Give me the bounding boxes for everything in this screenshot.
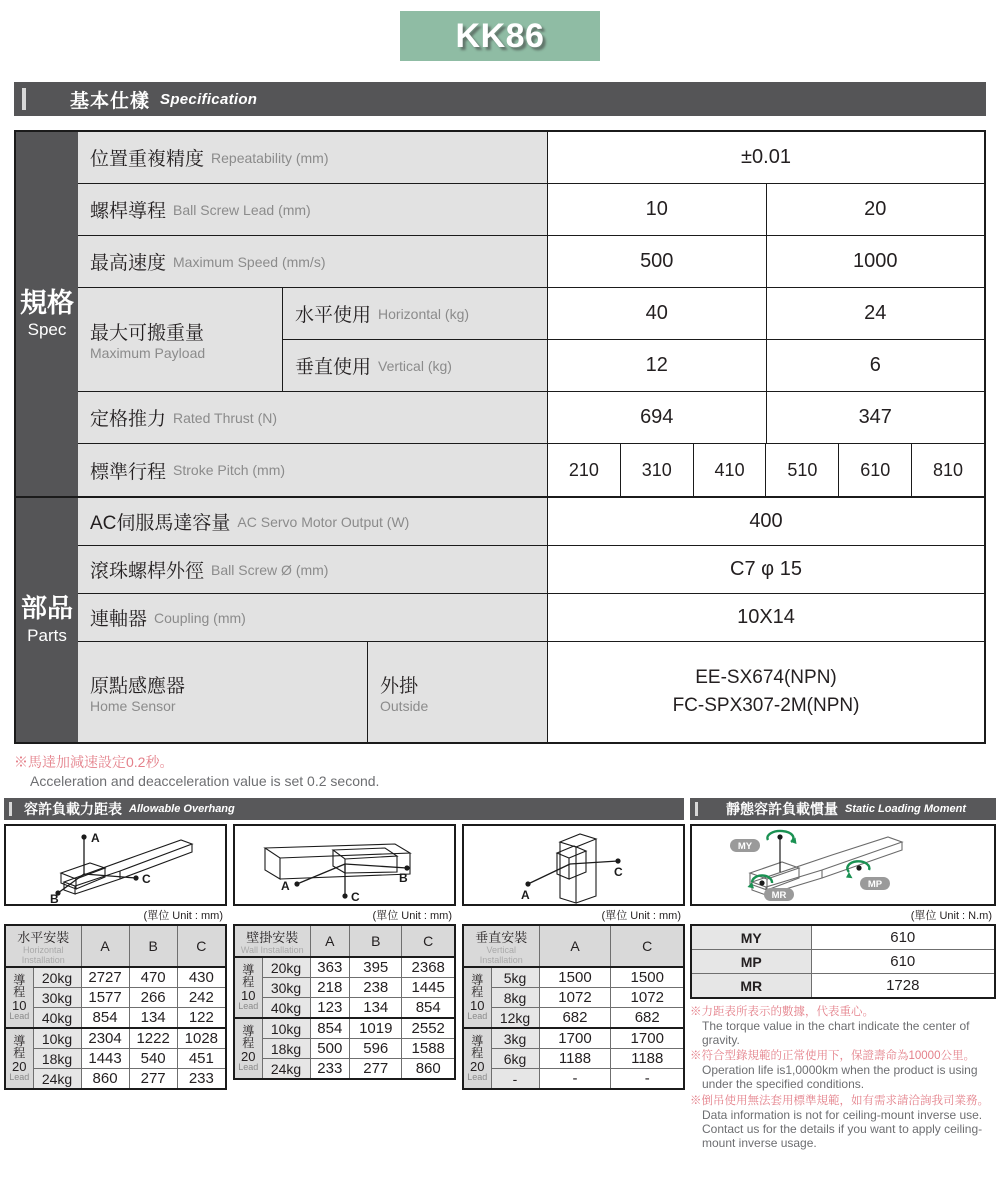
mp-label-pill (860, 877, 890, 890)
footnote-2-en: Operation life is1,0000km when the product is using under the specified conditions. (702, 1063, 978, 1092)
lead-num: 20 (470, 1058, 485, 1074)
load-cell: 20kg (262, 957, 310, 978)
load-cell: 10kg (33, 1028, 81, 1049)
moment-header-en: Static Loading Moment (845, 803, 966, 815)
lead-num: 20 (12, 1058, 27, 1074)
lead-en: Lead (238, 1000, 259, 1011)
lead-values (548, 184, 984, 235)
repeatability-values (548, 132, 984, 183)
footnote-3-cn: ※倒吊使用無法套用標準規範，如有需求請洽詢我司業務。 (690, 1094, 989, 1107)
sensor-label (78, 642, 368, 742)
horizontal-rail-diagram (6, 826, 225, 904)
parts-rail-cn: 部品 (20, 593, 73, 624)
speed-value-1: 500 (548, 236, 767, 287)
row-ball-screw-lead (78, 184, 984, 236)
vertical-label-a: A (521, 888, 530, 902)
value-cell: 1500 (611, 967, 684, 988)
table-row (691, 950, 995, 974)
sensor-values (548, 642, 984, 742)
payload-horizontal-label (283, 288, 548, 339)
footnote-2-cn: ※符合型錄規範的正常使用下，保證壽命為10000公里。 (690, 1050, 975, 1063)
table-row (5, 1069, 226, 1090)
spec-rail-en: Spec (27, 320, 67, 340)
load-cell: 24kg (33, 1069, 81, 1090)
value-cell: 1222 (129, 1028, 177, 1049)
moment-diagram-box (690, 824, 996, 906)
lead-cn1: 導 (13, 1034, 26, 1049)
value-cell: 2727 (81, 967, 129, 988)
repeatability-label (78, 132, 548, 183)
stroke-value: 210 (548, 444, 621, 496)
value-cell: 266 (129, 988, 177, 1008)
stroke-values (548, 444, 984, 496)
value-cell: 854 (402, 998, 455, 1019)
lead-label (78, 184, 548, 235)
my-label-pill (730, 839, 760, 852)
lead-group-20 (5, 1028, 33, 1089)
load-cell: - (491, 1069, 539, 1090)
thrust-label-cn: 定格推力 (90, 409, 167, 430)
lead-cn2: 程 (242, 1036, 255, 1051)
col-a: A (310, 925, 350, 957)
value-cell: 1445 (402, 978, 455, 998)
repeatability-label-cn: 位置重複精度 (90, 149, 205, 170)
row-ball-screw-diameter (78, 546, 984, 594)
repeatability-label-en: Repeatability (mm) (211, 149, 329, 166)
svg-text:MR: MR (771, 890, 787, 901)
spec-rail-cn: 規格 (20, 287, 74, 318)
payload-label (78, 288, 283, 391)
value-cell: 1700 (539, 1028, 611, 1049)
table-row (5, 988, 226, 1008)
lead-cn2: 程 (471, 1046, 484, 1061)
horizontal-label-c: C (142, 872, 151, 886)
value-cell: 1028 (177, 1028, 226, 1049)
moment-key: MR (691, 974, 811, 999)
value-cell: 1500 (539, 967, 611, 988)
table-header-row (234, 925, 455, 957)
model-title: KK86 (455, 16, 545, 55)
payload-subrows (283, 288, 984, 391)
lead-cn1: 導 (13, 973, 26, 988)
stroke-value: 410 (694, 444, 767, 496)
parts-group-rows (78, 498, 984, 742)
moment-key: MY (691, 925, 811, 950)
motor-label-cn: AC伺服馬達容量 (90, 513, 231, 534)
lead-en: Lead (467, 1071, 488, 1082)
footnote-1-en: The torque value in the chart indicate the center of gravity. (702, 1019, 970, 1048)
wall-cell (233, 824, 456, 1090)
value-cell: 1019 (350, 1018, 402, 1039)
moment-header-cn: 靜態容許負載慣量 (726, 801, 838, 817)
sensor-type-en: Outside (380, 697, 429, 714)
table-row (5, 1008, 226, 1029)
lead-num: 10 (241, 987, 256, 1003)
value-cell: 500 (310, 1039, 350, 1059)
payload-vertical-label (283, 340, 548, 391)
horizontal-label-a: A (91, 831, 100, 845)
model-badge (400, 11, 600, 61)
value-cell: 363 (310, 957, 350, 978)
row-motor-output (78, 498, 984, 546)
thrust-values (548, 392, 984, 443)
value-cell: 238 (350, 978, 402, 998)
col-c: C (177, 925, 226, 967)
value-cell: 134 (350, 998, 402, 1019)
coupling-values (548, 594, 984, 641)
sensor-value-2: FC-SPX307-2M(NPN) (672, 695, 860, 716)
value-cell: 540 (129, 1049, 177, 1069)
motor-value: 400 (749, 510, 783, 532)
value-cell: 1700 (611, 1028, 684, 1049)
speed-label-cn: 最高速度 (90, 253, 167, 274)
load-cell: 40kg (262, 998, 310, 1019)
load-cell: 5kg (491, 967, 539, 988)
ballscrew-value: C7 φ 15 (730, 558, 802, 580)
acceleration-note (14, 752, 986, 789)
payload-vertical-en: Vertical (kg) (378, 357, 452, 374)
acceleration-note-cn: ※馬達加減速設定0.2秒。 (14, 754, 174, 770)
wall-title-cn: 壁掛安裝 (246, 930, 299, 945)
value-cell: - (539, 1069, 611, 1090)
coupling-label (78, 594, 548, 641)
value-cell: 134 (129, 1008, 177, 1029)
value-cell: 470 (129, 967, 177, 988)
static-moment-header (690, 798, 996, 820)
wall-title-en: Wall Installation (240, 945, 304, 955)
table-row (5, 1049, 226, 1069)
specification-header-en: Specification (160, 90, 258, 108)
lead-group-20 (463, 1028, 491, 1089)
table-row (463, 1008, 684, 1029)
load-cell: 40kg (33, 1008, 81, 1029)
value-cell: 233 (310, 1059, 350, 1080)
load-cell: 30kg (33, 988, 81, 1008)
row-coupling (78, 594, 984, 642)
value-cell: 2304 (81, 1028, 129, 1049)
vertical-label-c: C (614, 865, 623, 879)
vertical-rail-diagram (464, 826, 683, 904)
horizontal-title-en: Horizontal Installation (21, 945, 65, 965)
svg-text:MP: MP (867, 879, 883, 890)
load-cell: 10kg (262, 1018, 310, 1039)
vertical-diagram-box (462, 824, 685, 906)
value-cell: 860 (402, 1059, 455, 1080)
lead-num: 10 (470, 997, 485, 1013)
value-cell: 1443 (81, 1049, 129, 1069)
col-b: B (350, 925, 402, 957)
payload-horizontal-values (548, 288, 984, 339)
table-row (234, 1039, 455, 1059)
load-cell: 18kg (262, 1039, 310, 1059)
vertical-overhang-table (462, 924, 685, 1090)
sensor-value-1: EE-SX674(NPN) (695, 666, 837, 688)
vertical-cell (462, 824, 685, 1090)
value-cell: 123 (310, 998, 350, 1019)
acceleration-note-en: Acceleration and deacceleration value is set 0.2 second. (30, 773, 380, 789)
wall-rail-diagram (235, 826, 454, 904)
thrust-value-1: 694 (548, 392, 767, 443)
sensor-type-cn: 外掛 (380, 675, 419, 697)
lead-cn2: 程 (471, 985, 484, 1000)
value-cell: 682 (539, 1008, 611, 1029)
stroke-value: 810 (933, 459, 964, 480)
footnotes (690, 1003, 996, 1150)
ballscrew-label-cn: 滾珠螺桿外徑 (90, 561, 205, 582)
speed-value-2: 1000 (853, 250, 898, 272)
table-row (463, 1028, 684, 1049)
lead-num: 20 (241, 1048, 256, 1064)
lead-value-1: 10 (548, 184, 767, 235)
horizontal-title-cn: 水平安裝 (17, 930, 70, 945)
lead-en: Lead (9, 1071, 30, 1082)
ballscrew-values (548, 546, 984, 593)
value-cell: 1588 (402, 1039, 455, 1059)
value-cell: 1072 (539, 988, 611, 1008)
moment-value: 610 (811, 925, 995, 950)
coupling-value: 10X14 (737, 606, 795, 628)
overhang-header-cn: 容許負載力距表 (24, 801, 122, 817)
load-cell: 18kg (33, 1049, 81, 1069)
value-cell: - (611, 1069, 684, 1090)
stroke-label-en: Stroke Pitch (mm) (173, 462, 286, 478)
thrust-label-en: Rated Thrust (N) (173, 409, 278, 426)
sensor-type-label (368, 642, 548, 742)
footnote-1-cn: ※力距表所表示的數據，代表重心。 (690, 1006, 874, 1018)
coupling-label-en: Coupling (mm) (154, 609, 246, 626)
horizontal-label-b: B (50, 892, 59, 904)
col-c: C (611, 925, 684, 967)
moment-rail-diagram (692, 826, 992, 904)
table-header-row (463, 925, 684, 967)
overhang-diagrams (4, 824, 684, 1090)
wall-unit: (單位 Unit : mm) (372, 910, 452, 922)
payload-vertical-values (548, 340, 984, 391)
wall-diagram-box (233, 824, 456, 906)
lead-label-cn: 螺桿導程 (90, 201, 167, 222)
parts-rail-en: Parts (27, 625, 67, 645)
motor-label-en: AC Servo Motor Output (W) (237, 513, 410, 530)
speed-values (548, 236, 984, 287)
table-row (463, 967, 684, 988)
row-maximum-speed (78, 236, 984, 288)
lead-label-en: Ball Screw Lead (mm) (173, 201, 311, 218)
lead-en: Lead (238, 1061, 259, 1072)
table-row (234, 957, 455, 978)
lead-cn1: 導 (242, 1024, 255, 1039)
value-cell: 1577 (81, 988, 129, 1008)
payload-label-en: Maximum Payload (90, 345, 206, 361)
repeatability-value: ±0.01 (741, 146, 791, 168)
speed-label-en: Maximum Speed (mm/s) (173, 253, 326, 270)
value-cell: 218 (310, 978, 350, 998)
table-row (5, 967, 226, 988)
load-cell: 30kg (262, 978, 310, 998)
table-row (463, 1069, 684, 1090)
specification-table (14, 130, 986, 744)
stroke-value: 610 (839, 444, 912, 496)
allowable-overhang-section (4, 798, 684, 1150)
value-cell: 430 (177, 967, 226, 988)
payload-block (78, 288, 984, 391)
load-cell: 20kg (33, 967, 81, 988)
value-cell: 682 (611, 1008, 684, 1029)
payload-label-cn: 最大可搬重量 (90, 323, 205, 344)
table-row (234, 998, 455, 1019)
value-cell: 2368 (402, 957, 455, 978)
vertical-title-cell (463, 925, 539, 967)
value-cell: 854 (310, 1018, 350, 1039)
moment-unit: (單位 Unit : N.m) (910, 910, 992, 922)
table-row (463, 1049, 684, 1069)
row-repeatability (78, 132, 984, 184)
wall-title-cell (234, 925, 310, 957)
load-cell: 24kg (262, 1059, 310, 1080)
bottom-section (4, 798, 996, 1150)
footnote-3-en: Data information is not for ceiling-mount inverse use. Contact us for the details if you want to apply ceiling-mount inverse usage. (702, 1107, 983, 1150)
value-cell: 596 (350, 1039, 402, 1059)
value-cell: 122 (177, 1008, 226, 1029)
lead-group-10 (463, 967, 491, 1028)
table-row (691, 974, 995, 999)
stroke-value: 310 (621, 444, 694, 496)
payload-horizontal-v1: 40 (548, 288, 767, 339)
speed-label (78, 236, 548, 287)
horizontal-diagram-box (4, 824, 227, 906)
lead-group-20 (234, 1018, 262, 1079)
spec-group-rail (16, 132, 78, 496)
payload-horizontal-cn: 水平使用 (295, 305, 372, 326)
value-cell: 277 (129, 1069, 177, 1090)
value-cell: 395 (350, 957, 402, 978)
lead-cn1: 導 (242, 963, 255, 978)
value-cell: 451 (177, 1049, 226, 1069)
payload-horizontal-en: Horizontal (kg) (378, 305, 470, 322)
horizontal-unit: (單位 Unit : mm) (143, 910, 223, 922)
allowable-overhang-header (4, 798, 684, 820)
sensor-label-en: Home Sensor (90, 697, 176, 714)
payload-horizontal-v2: 24 (864, 302, 887, 324)
payload-vertical-v1: 12 (548, 340, 767, 391)
specification-header (14, 82, 986, 116)
table-header-row (5, 925, 226, 967)
payload-horizontal-row (283, 288, 984, 340)
motor-label (78, 498, 548, 545)
load-cell: 8kg (491, 988, 539, 1008)
moment-value: 610 (811, 950, 995, 974)
load-cell: 6kg (491, 1049, 539, 1069)
col-a: A (539, 925, 611, 967)
lead-num: 10 (12, 997, 27, 1013)
wall-overhang-table (233, 924, 456, 1080)
payload-vertical-cn: 垂直使用 (295, 357, 372, 378)
wall-label-b: B (399, 871, 408, 885)
horizontal-title-cell (5, 925, 81, 967)
lead-cn2: 程 (13, 1046, 26, 1061)
coupling-label-cn: 連軸器 (90, 609, 148, 630)
lead-cn1: 導 (471, 973, 484, 988)
moment-value: 1728 (811, 974, 995, 999)
lead-value-2: 20 (864, 198, 887, 220)
spec-group-rows (78, 132, 984, 496)
value-cell: 242 (177, 988, 226, 1008)
wall-label-a: A (281, 879, 290, 893)
lead-en: Lead (9, 1010, 30, 1021)
value-cell: 277 (350, 1059, 402, 1080)
stroke-value: 510 (766, 444, 839, 496)
static-loading-moment-section (690, 798, 996, 1150)
svg-text:MY: MY (737, 841, 753, 852)
payload-vertical-v2: 6 (869, 354, 881, 376)
table-row (234, 978, 455, 998)
ballscrew-label (78, 546, 548, 593)
payload-vertical-row (283, 340, 984, 391)
lead-cn2: 程 (242, 975, 255, 990)
lead-cn2: 程 (13, 985, 26, 1000)
vertical-unit: (單位 Unit : mm) (601, 910, 681, 922)
ballscrew-label-en: Ball Screw Ø (mm) (211, 561, 329, 578)
value-cell: 854 (81, 1008, 129, 1029)
row-home-sensor (78, 642, 984, 742)
col-a: A (81, 925, 129, 967)
title-banner (0, 0, 1000, 72)
value-cell: 1188 (539, 1049, 611, 1069)
stroke-label (78, 444, 548, 496)
wall-label-c: C (351, 890, 360, 904)
col-b: B (129, 925, 177, 967)
table-row (463, 988, 684, 1008)
mr-label-pill (764, 888, 794, 901)
stroke-label-cn: 標準行程 (90, 461, 167, 483)
lead-en: Lead (467, 1010, 488, 1021)
row-maximum-payload (78, 288, 984, 392)
value-cell: 233 (177, 1069, 226, 1090)
specification-header-cn: 基本仕樣 (70, 90, 151, 112)
load-cell: 12kg (491, 1008, 539, 1029)
lead-group-10 (234, 957, 262, 1018)
motor-values (548, 498, 984, 545)
row-stroke-pitch (78, 444, 984, 496)
lead-group-10 (5, 967, 33, 1028)
vertical-title-cn: 垂直安裝 (475, 930, 528, 945)
value-cell: 2552 (402, 1018, 455, 1039)
moment-key: MP (691, 950, 811, 974)
table-row (234, 1018, 455, 1039)
table-row (5, 1028, 226, 1049)
horizontal-overhang-table (4, 924, 227, 1090)
vertical-title-en: Vertical Installation (479, 945, 523, 965)
parts-group-rail (16, 498, 78, 742)
lead-cn1: 導 (471, 1034, 484, 1049)
overhang-header-en: Allowable Overhang (129, 803, 235, 815)
col-c: C (402, 925, 455, 957)
row-rated-thrust (78, 392, 984, 444)
static-moment-table (690, 924, 996, 999)
horizontal-cell (4, 824, 227, 1090)
value-cell: 1072 (611, 988, 684, 1008)
load-cell: 3kg (491, 1028, 539, 1049)
thrust-value-2: 347 (858, 406, 892, 428)
table-row (234, 1059, 455, 1080)
value-cell: 1188 (611, 1049, 684, 1069)
table-row (691, 925, 995, 950)
value-cell: 860 (81, 1069, 129, 1090)
thrust-label (78, 392, 548, 443)
sensor-label-cn: 原點感應器 (90, 675, 186, 697)
